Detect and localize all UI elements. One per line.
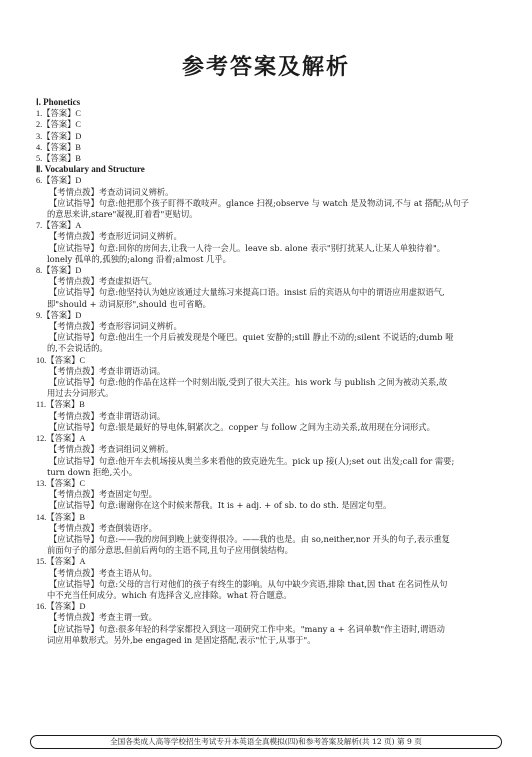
explanation-line: 【应试指导】句意:谢谢你在这个时候来帮我。It is + adj. + of sb. to do sth. 是固定句型。 [49, 500, 392, 511]
footer-text: 全国各类成人高等学校招生考试专升本英语全真模拟(四)和参考答案及解析(共 12 页) 第 9 页 [110, 737, 422, 746]
explanation-line: 【考情点拨】考查虚拟语气。 [49, 276, 157, 287]
answer-line: 8.【答案】D [36, 266, 82, 276]
page-title: 参考答案及解析 [181, 54, 350, 80]
explanation-line: 词应用单数形式。另外,be engaged in 是固定搭配,表示"忙于,从事于"。 [47, 634, 316, 645]
explanation-line: 【应试指导】句意:他的作品在这样一个时刻出版,受到了很大关注。his work 与 publish 之间为被动关系,故 [49, 377, 448, 388]
answer-line: 15.【答案】A [36, 557, 86, 567]
explanation-line: 【应试指导】句意:——我的房间到晚上就变得很冷。——我的也是。由 so,neither,nor 开头的句子,表示重复 [49, 533, 450, 544]
answer-line: 2.【答案】C [36, 120, 81, 130]
explanation-line: 【考情点拨】考查形近词词义辨析。 [49, 231, 182, 242]
explanation-line: 【考情点拨】考查主语从句。 [49, 567, 157, 578]
explanation-line: 【应试指导】句意:他把那个孩子盯得不敢吱声。glance 扫视;observe 与 watch 是及物动词,不与 at 搭配;从句子 [49, 197, 470, 208]
explanation-line: 【考情点拨】考查固定句型。 [49, 489, 157, 500]
explanation-line: 【考情点拨】考查非谓语动词。 [49, 410, 166, 421]
explanation-line: 【应试指导】句意:回你的房间去,让我一人待一会儿。leave sb. alone 表示"别打扰某人,让某人单独待着"。 [49, 242, 446, 253]
section-heading: Ⅱ. Vocabulary and Structure [36, 164, 145, 175]
answer-line: 12.【答案】A [36, 434, 86, 444]
explanation-line: 前面句子的部分意思,但前后两句的主语不同,且句子应用倒装结构。 [47, 545, 293, 556]
answer-line: 3.【答案】D [36, 131, 82, 141]
answer-line: 1.【答案】C [36, 109, 81, 119]
answer-line: 7.【答案】A [36, 221, 82, 231]
explanation-line: 【考情点拨】考查倒装语序。 [49, 522, 157, 533]
explanation-line: 【考情点拨】考查词组词义辨析。 [49, 444, 174, 455]
explanation-line: 【应试指导】句意:银是最好的导电体,铜紧次之。copper 与 follow 之间为主动关系,故用现在分词形式。 [49, 421, 435, 432]
explanation-line: 中不充当任何成分。which 有选择含义,应排除。what 符合题意。 [47, 589, 292, 600]
explanation-line: lonely 孤单的,孤独的;along 沿着;almost 几乎。 [47, 253, 231, 264]
explanation-line: 用过去分词形式。 [47, 388, 114, 399]
answer-line: 14.【答案】B [36, 512, 86, 522]
explanation-line: 即"should + 动词原形",should 也可省略。 [47, 298, 211, 309]
explanation-line: 【应试指导】句意:他坚持认为她应该通过大量练习来提高口语。insist 后的宾语从句中的谓语应用虚拟语气, [49, 287, 445, 298]
answer-line: 4.【答案】B [36, 142, 81, 152]
explanation-line: 【考情点拨】考查非谓语动词。 [49, 365, 166, 376]
answer-line: 6.【答案】D [36, 176, 82, 186]
explanation-line: 【应试指导】句意:他出生一个月后被发现是个哑巴。quiet 安静的;still 静止不动的;silent 不说话的;dumb 哑 [49, 332, 454, 343]
answer-line: 11.【答案】B [36, 400, 85, 410]
page-footer [30, 735, 502, 749]
explanation-line: 【应试指导】句意:很多年轻的科学家都投入到这一项研究工作中来。"many a + 名词单数"作主语时,谓语动 [49, 623, 445, 634]
explanation-line: 【考情点拨】考查主谓一致。 [49, 612, 157, 623]
explanation-line: 【应试指导】句意:他开车去机场接从奥兰多来看他的致克逊先生。pick up 接(人);set out 出发;call for 需要; [49, 455, 455, 466]
answer-content [36, 97, 502, 646]
answer-line: 16.【答案】D [36, 602, 86, 612]
explanation-line: 的意思来讲,stare"凝视,盯着看"更贴切。 [47, 209, 198, 220]
explanation-line: 【应试指导】句意:父母的言行对他们的孩子有终生的影响。从句中缺少宾语,排除 that,因 that 在名词性从句 [49, 578, 448, 589]
answer-line: 13.【答案】C [36, 478, 86, 488]
explanation-line: turn down 拒绝,关小。 [47, 466, 138, 477]
explanation-line: 【考情点拨】考查动词词义辨析。 [49, 186, 174, 197]
answer-line: 5.【答案】B [36, 154, 81, 164]
section-heading: Ⅰ. Phonetics [36, 97, 81, 107]
explanation-line: 的,不会说话的。 [47, 343, 108, 354]
explanation-line: 【考情点拨】考查形容词词义辨析。 [49, 321, 182, 332]
answer-line: 10.【答案】C [36, 355, 86, 365]
answer-line: 9.【答案】D [36, 310, 82, 320]
